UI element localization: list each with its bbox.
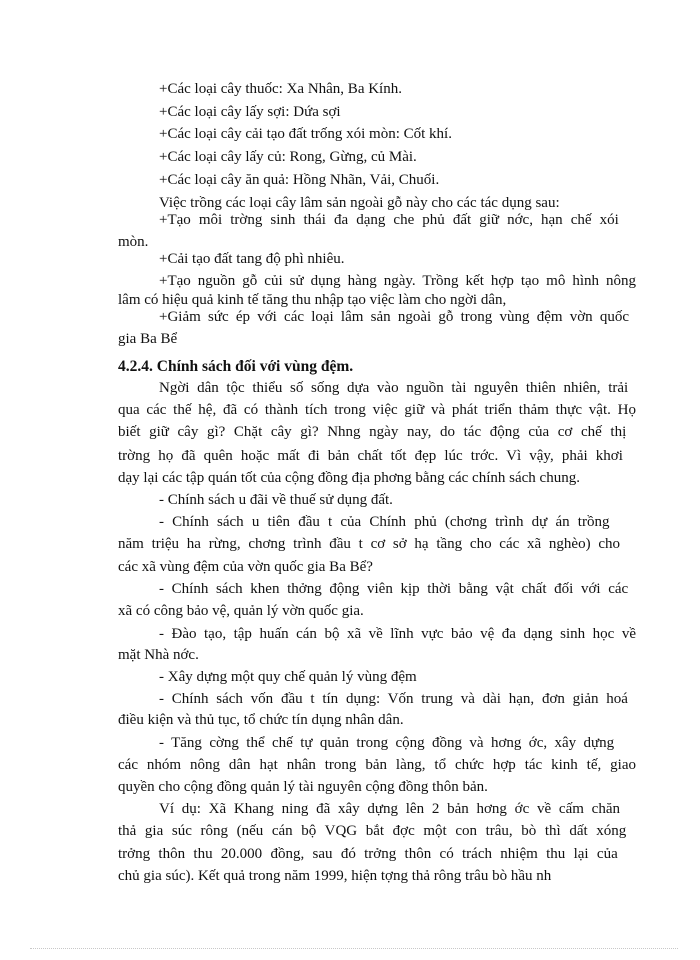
text-line: lâm có hiệu quả kinh tế tăng thu nhập tạo việc làm cho ngời dân, — [118, 292, 507, 308]
text-line: Ngời dân tộc thiểu số sống dựa vào nguồn tài nguyên thiên nhiên, trải — [159, 380, 629, 396]
text-line: qua các thế hệ, đã có thành tích trong việc giữ và phát triển thảm thực vật. Họ — [118, 402, 636, 418]
text-line: quyền cho cộng đồng quản lý tài nguyên cộng đồng thôn bản. — [118, 779, 488, 795]
text-line: xã có công bảo vệ, quản lý vờn quốc gia. — [118, 603, 364, 619]
text-line: các xã vùng đệm của vờn quốc gia Ba Bể? — [118, 559, 373, 575]
text-line: - Đào tạo, tập huấn cán bộ xã về lĩnh vực bảo vệ đa dạng sinh học về — [159, 626, 636, 642]
text-line: biết giữ cây gì? Chặt cây gì? Nhng ngày nay, do tác động của cơ chế thị — [118, 424, 627, 440]
text-line: điều kiện và thủ tục, tổ chức tín dụng nhân dân. — [118, 712, 404, 728]
text-line: thả gia súc rông (nếu cán bộ VQG bắt đợc một con trâu, bò thì dất xóng — [118, 823, 627, 839]
text-line: dạy lại các tập quán tốt của cộng đồng địa phơng bằng các chính sách chung. — [118, 470, 580, 486]
text-line: các nhóm nông dân hạt nhân trong bản làng, tổ chức hợp tác kinh tế, giao — [118, 757, 636, 773]
text-line: +Giảm sức ép với các loại lâm sản ngoài gỗ trong vùng đệm vờn quốc — [159, 309, 630, 325]
text-line: +Các loại cây thuốc: Xa Nhân, Ba Kính. — [159, 81, 402, 97]
text-line: - Xây dựng một quy chế quản lý vùng đệm — [159, 669, 417, 685]
text-line: Việc trồng các loại cây lâm sản ngoài gỗ này cho các tác dụng sau: — [159, 195, 560, 211]
text-line: +Các loại cây lấy sợi: Dứa sợi — [159, 104, 341, 120]
text-line: trờng họ đã quên hoặc mất đi bản chất tốt đẹp lúc trớc. Vì vậy, phải khơi — [118, 448, 623, 464]
text-line: - Chính sách u đãi về thuế sử dụng đất. — [159, 492, 393, 508]
text-line: mặt Nhà nớc. — [118, 647, 199, 663]
text-line: Ví dụ: Xã Khang ning đã xây dựng lên 2 bản hơng ớc về cấm chăn — [159, 801, 620, 817]
text-line: +Tạo môi trờng sinh thái đa dạng che phủ đất giữ nớc, hạn chế xói — [159, 212, 619, 228]
section-heading: 4.2.4. Chính sách đối với vùng đệm. — [118, 358, 354, 375]
text-line: - Chính sách u tiên đầu t của Chính phủ (chơng trình dự án trồng — [159, 514, 610, 530]
text-line: +Cải tạo đất tang độ phì nhiêu. — [159, 251, 345, 267]
text-line: +Các loại cây cải tạo đất trống xói mòn: Cốt khí. — [159, 126, 452, 142]
text-line: - Chính sách khen thởng động viên kịp thời bằng vật chất đối với các — [159, 581, 629, 597]
text-line: - Chính sách vốn đầu t tín dụng: Vốn trung và dài hạn, đơn giản hoá — [159, 691, 628, 707]
text-line: năm triệu ha rừng, chơng trình đầu t cơ sở hạ tầng cho các xã nghèo) cho — [118, 536, 620, 552]
text-line: +Các loại cây lấy củ: Rong, Gừng, củ Mài. — [159, 149, 417, 165]
text-line: gia Ba Bể — [118, 331, 178, 347]
text-line: mòn. — [118, 234, 149, 250]
page-bottom-divider — [30, 948, 678, 949]
text-line: trởng thôn thu 20.000 đồng, sau đó trởng thôn có trách nhiệm thu lại của — [118, 846, 618, 862]
text-line: +Tạo nguồn gỗ củi sử dụng hàng ngày. Trồng kết hợp tạo mô hình nông — [159, 273, 636, 289]
text-line: +Các loại cây ăn quả: Hồng Nhãn, Vải, Chuối. — [159, 172, 440, 188]
text-line: - Tăng cờng thể chế tự quản trong cộng đồng và hơng ớc, xây dựng — [159, 735, 615, 751]
text-line: chủ gia súc). Kết quả trong năm 1999, hiện tợng thả rông trâu bò hầu nh — [118, 868, 552, 884]
